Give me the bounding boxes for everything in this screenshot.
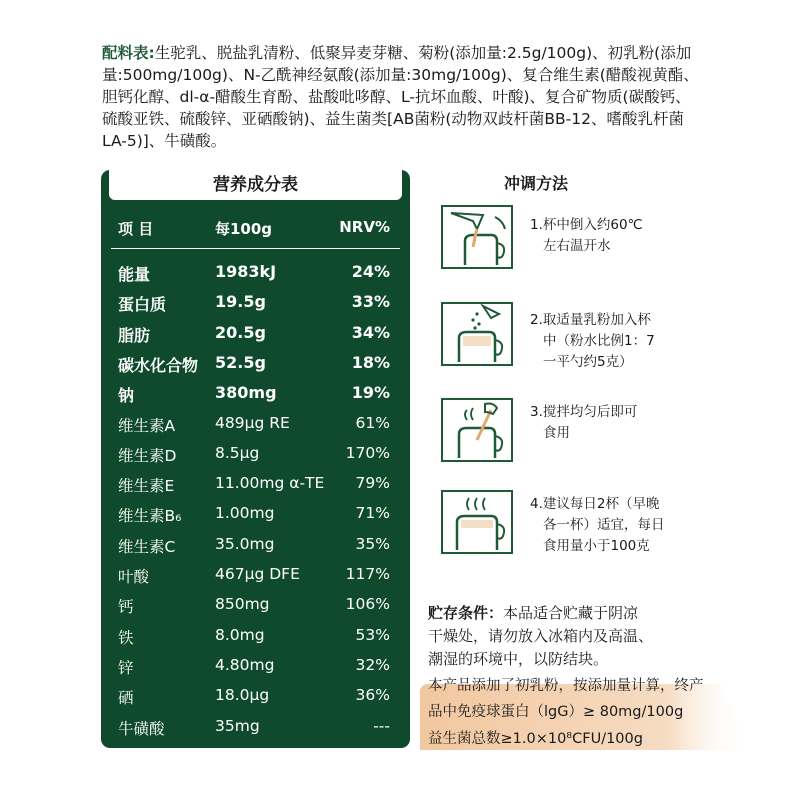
nutrient-nrv: 106% <box>345 595 390 614</box>
nutrient-nrv: 35% <box>355 534 390 553</box>
nutrition-row <box>101 591 410 621</box>
nutrition-table <box>101 170 410 748</box>
nutrition-row <box>101 410 410 440</box>
nutrient-name: 铁 <box>118 628 134 647</box>
nutrient-amount: 380mg <box>215 383 277 403</box>
step-3-line1: 3.搅拌均匀后即可 <box>530 404 638 420</box>
step-3-line2: 食用 <box>543 425 570 441</box>
nutrient-name: 碳水化合物 <box>118 355 199 375</box>
step-4 <box>530 494 680 557</box>
ingredients-body: 生驼乳、脱盐乳清粉、低聚异麦芽糖、菊粉(添加量:2.5g/100g)、初乳粉(添加量:500mg/100g)、N-乙酰神经氨酸(添加量:30mg/100g)、复合维生素(醋酸视黄酯、胆钙化醇、dl-α-醋酸生育酚、盐酸吡哆醇、L-抗坏血酸、叶酸)、复合矿物质(碳酸钙、硫酸亚铁、硫酸锌、亚硒酸钠)、益生菌类[AB菌粉(动物双歧杆菌BB-12、嗜酸乳杆菌LA-5)]、牛磺酸。 <box>102 44 699 150</box>
nutrient-nrv: 24% <box>351 262 390 281</box>
storage-conditions <box>428 602 728 671</box>
nutrient-nrv: 71% <box>355 504 390 523</box>
nutrient-nrv: 19% <box>351 383 390 403</box>
nutrition-row <box>101 288 410 318</box>
nutrition-row <box>101 258 410 288</box>
nutrient-name: 叶酸 <box>118 568 150 586</box>
nutrient-nrv: 53% <box>355 625 390 644</box>
step-2-line3: 一平勺约5克） <box>543 354 633 370</box>
nutrient-name: 锌 <box>118 658 134 677</box>
nutrient-nrv: 117% <box>345 565 390 583</box>
nutrient-amount: 35.0mg <box>215 534 275 553</box>
nutrient-name: 维生素D <box>118 446 177 465</box>
note-line1: 本产品添加了初乳粉，按添加量计算，终产 <box>428 678 704 694</box>
nutrient-nrv: 32% <box>355 655 390 674</box>
step-4-line3: 食用量小于100克 <box>543 538 650 554</box>
nutrient-name: 蛋白质 <box>118 295 167 315</box>
nutrient-name: 维生素C <box>118 537 176 556</box>
storage-line2: 干燥处，请勿放入冰箱内及高温、 <box>428 627 654 645</box>
step-1-line2: 左右温开水 <box>543 238 611 254</box>
step-4-line1: 4.建议每日2杯（早晚 <box>530 496 660 512</box>
nutrient-name: 能量 <box>118 265 151 284</box>
storage-line1: 本品适合贮藏于阴凉 <box>503 604 639 622</box>
nutrient-name: 维生素B₆ <box>118 507 182 526</box>
nutrient-nrv: 61% <box>355 413 390 432</box>
nutrient-nrv: --- <box>373 716 390 735</box>
nutrient-amount: 8.0mg <box>215 625 265 644</box>
header-nrv: NRV% <box>339 218 390 236</box>
pour-water-icon <box>441 205 513 269</box>
nutrient-name: 维生素A <box>118 416 176 435</box>
nutrient-amount: 11.00mg α-TE <box>215 474 325 493</box>
nutrient-name: 牛磺酸 <box>118 719 165 738</box>
nutrient-name: 脂肪 <box>118 325 151 345</box>
nutrition-title-tab <box>109 170 402 200</box>
stir-icon <box>441 398 513 462</box>
nutrition-header-row <box>101 208 410 248</box>
nutrient-nrv: 36% <box>355 686 390 705</box>
nutrient-nrv: 34% <box>351 322 390 342</box>
nutrition-row <box>101 531 410 561</box>
nutrient-amount: 4.80mg <box>215 655 275 674</box>
nutrient-amount: 1983kJ <box>215 262 277 281</box>
header-item: 项 目 <box>118 220 154 238</box>
nutrition-row <box>101 379 410 409</box>
storage-line3: 潮湿的环境中，以防结块。 <box>428 650 609 668</box>
nutrition-row <box>101 652 410 682</box>
nutrient-nrv: 170% <box>345 443 390 462</box>
nutrient-name: 钠 <box>118 386 135 406</box>
nutrient-amount: 18.0μg <box>215 686 270 705</box>
nutrition-row <box>101 682 410 712</box>
nutrient-name: 钙 <box>118 598 134 617</box>
nutrient-nrv: 33% <box>351 292 390 312</box>
nutrient-amount: 35mg <box>215 716 260 735</box>
header-divider <box>111 248 400 249</box>
step-1-line1: 1.杯中倒入约60℃ <box>530 217 643 233</box>
nutrition-row <box>101 470 410 500</box>
nutrition-row <box>101 622 410 652</box>
step-3 <box>530 402 680 444</box>
nutrient-name: 硒 <box>118 689 134 708</box>
nutrient-amount: 19.5g <box>215 292 266 312</box>
drink-cup-icon <box>441 490 513 554</box>
nutrient-amount: 20.5g <box>215 322 266 342</box>
nutrient-amount: 489μg RE <box>215 413 290 432</box>
add-powder-icon <box>441 302 513 366</box>
ingredients-text <box>102 42 702 152</box>
nutrient-nrv: 18% <box>351 352 390 372</box>
nutrient-amount: 467μg DFE <box>215 565 300 583</box>
note-line3: 益生菌总数≥1.0×10⁸CFU/100g <box>428 731 643 747</box>
storage-label: 贮存条件： <box>428 604 504 622</box>
nutrition-title: 营养成分表 <box>213 175 298 195</box>
nutrition-row <box>101 561 410 591</box>
nutrient-name: 维生素E <box>118 477 175 496</box>
step-2 <box>530 310 680 373</box>
ingredients-label: 配料表: <box>102 44 155 62</box>
note-line2: 品中免疫球蛋白（lgG）≥ 80mg/100g <box>428 704 684 720</box>
method-title: 冲调方法 <box>503 174 568 193</box>
nutrition-row <box>101 440 410 470</box>
nutrition-row <box>101 349 410 379</box>
nutrient-amount: 1.00mg <box>215 504 275 523</box>
nutrient-amount: 52.5g <box>215 352 266 372</box>
header-per100g: 每100g <box>215 220 273 238</box>
nutrition-row <box>101 500 410 530</box>
step-2-line1: 2.取适量乳粉加入杯 <box>530 312 651 328</box>
nutrient-amount: 850mg <box>215 595 270 614</box>
nutrient-nrv: 79% <box>355 474 390 493</box>
step-4-line2: 各一杯）适宜，每日 <box>543 517 665 533</box>
step-2-line2: 中（粉水比例1：7 <box>543 333 655 349</box>
step-1 <box>530 215 680 257</box>
nutrition-row <box>101 713 410 743</box>
nutrient-amount: 8.5μg <box>215 443 260 462</box>
nutrition-row <box>101 319 410 349</box>
